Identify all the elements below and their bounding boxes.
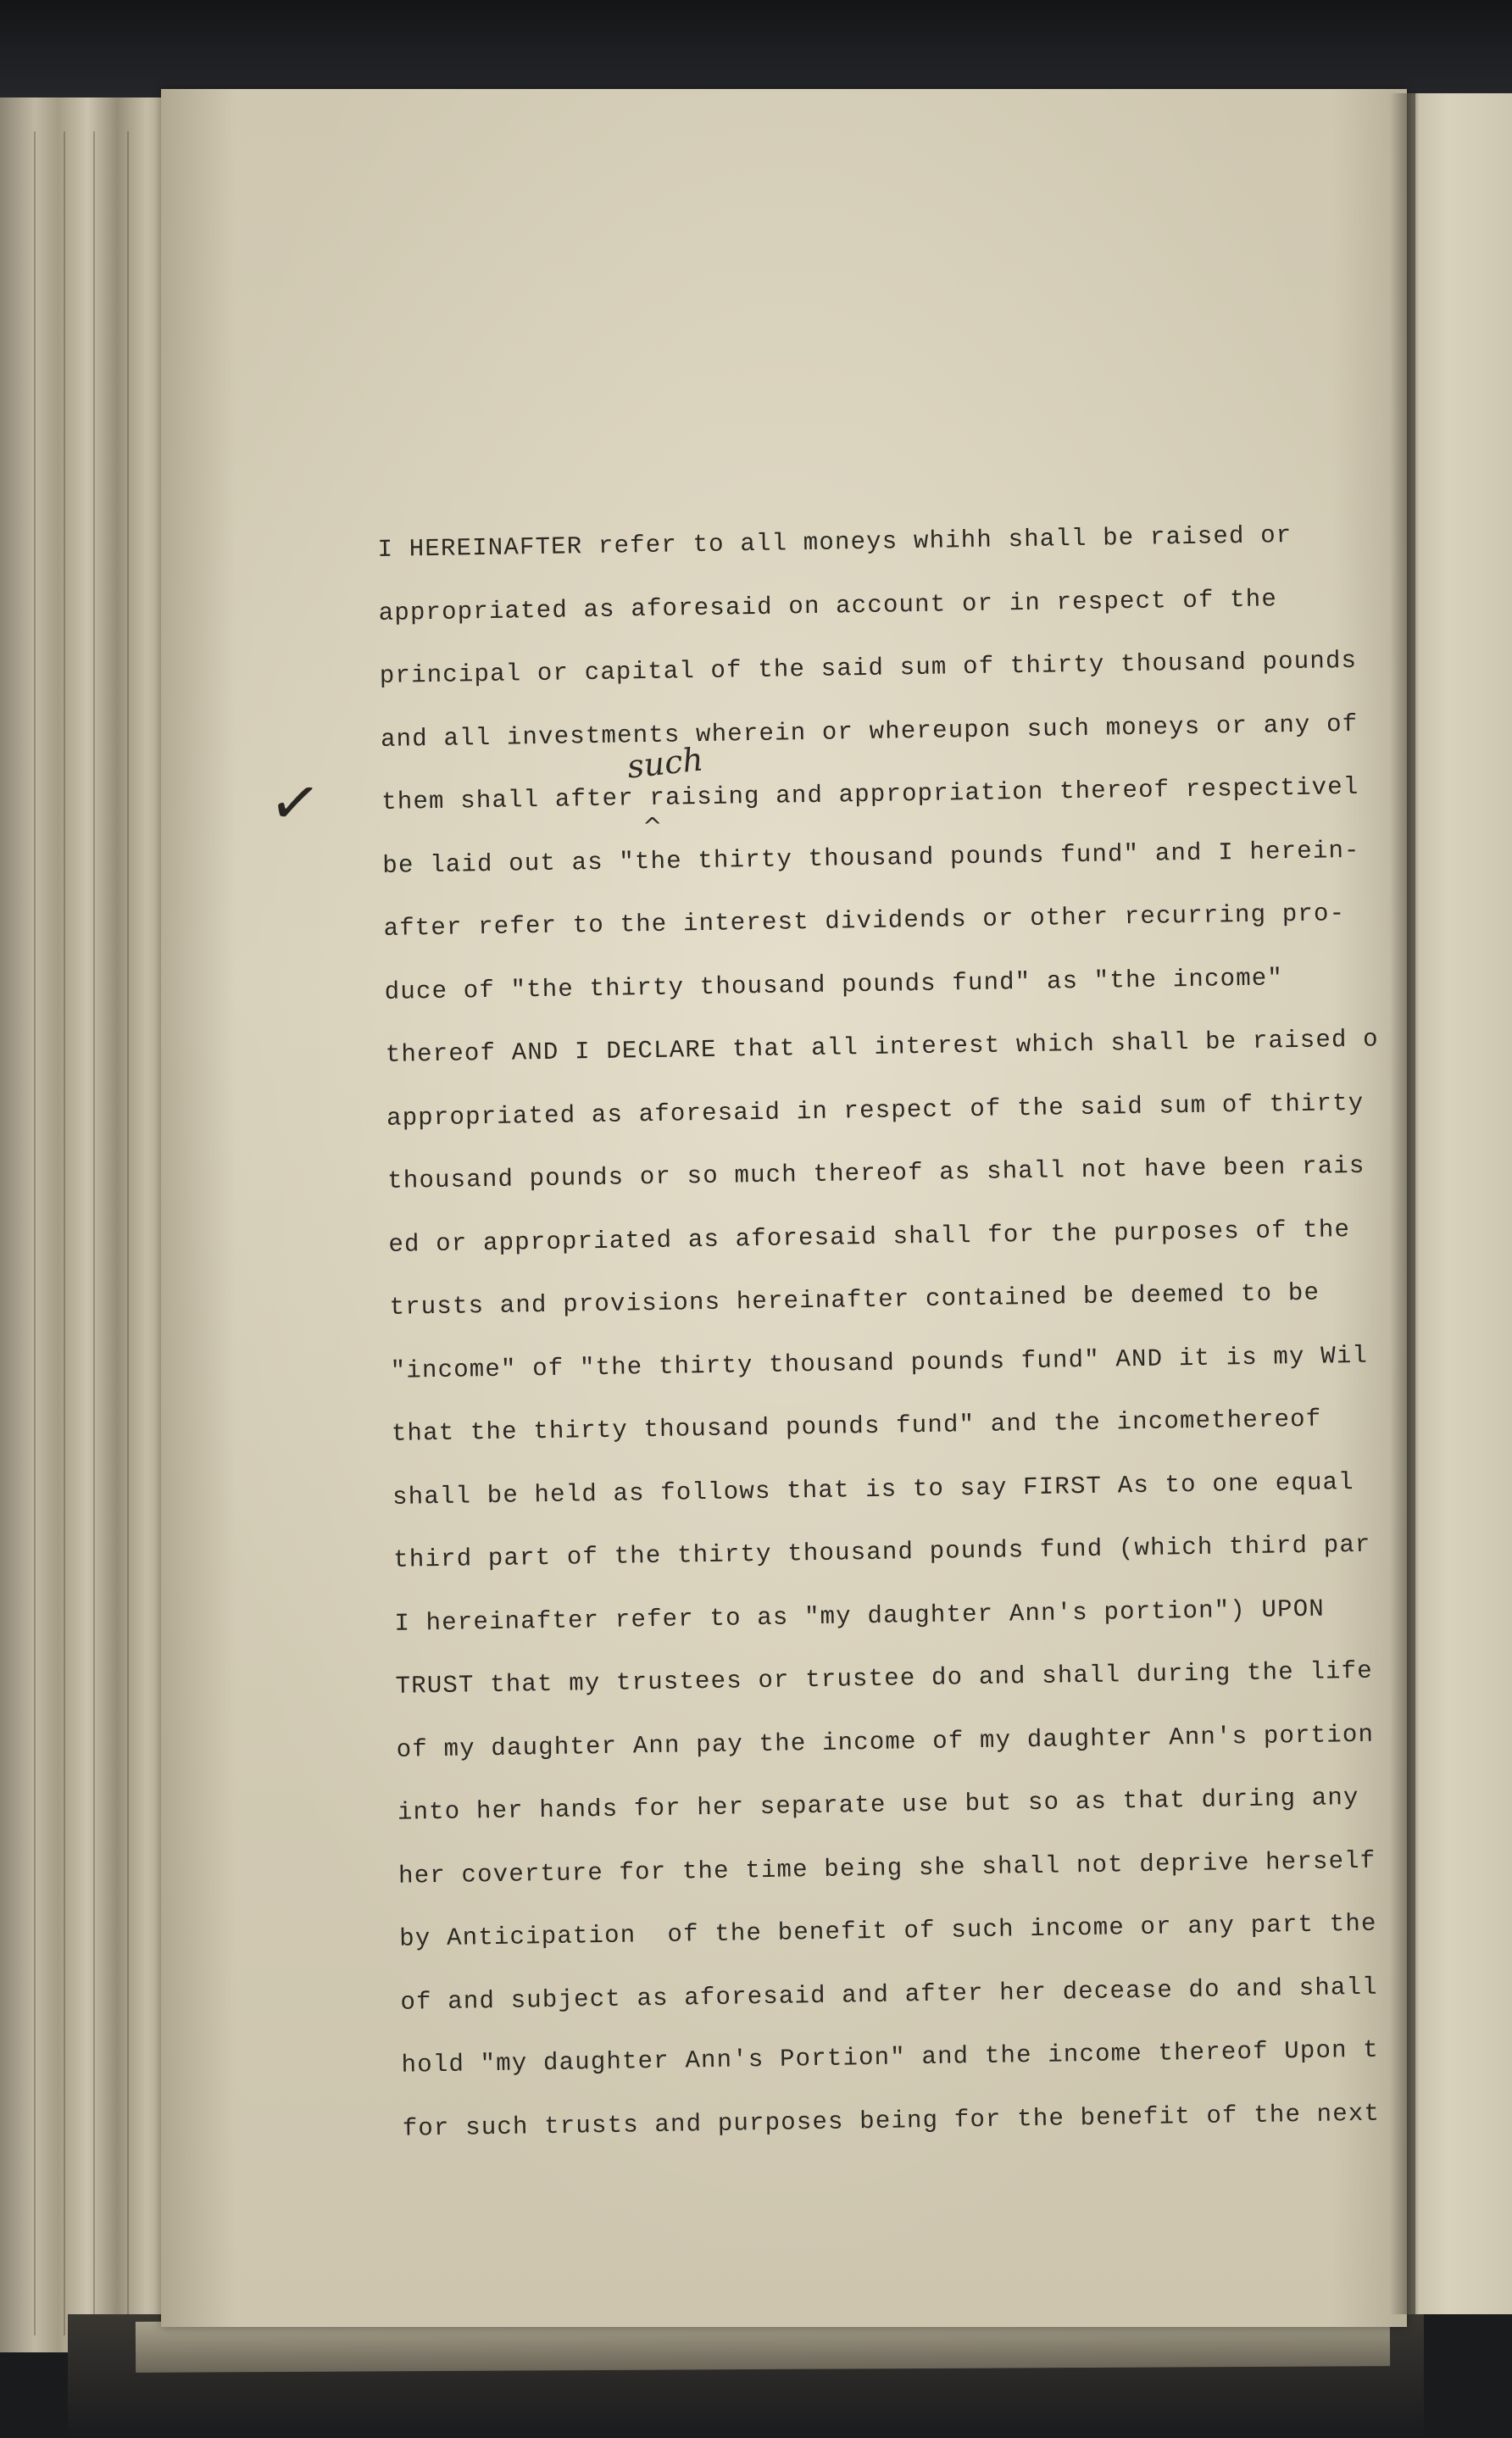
text-line: trusts and provisions hereinafter contained be deemed to be (389, 1278, 1320, 1322)
text-line: thousand pounds or so much thereof as shall not have been rais (387, 1151, 1365, 1195)
text-line: hold "my daughter Ann's Portion" and the income thereof Upon t (401, 2035, 1380, 2079)
text-line: thereof AND I DECLARE that all interest which shall be raised o (385, 1025, 1380, 1069)
text-line: principal or capital of the said sum of thirty thousand pounds (379, 646, 1358, 690)
text-line: into her hands for her separate use but so as that during any (397, 1783, 1359, 1827)
text-line: I HEREINAFTER refer to all moneys whihh shall be raised or (377, 521, 1292, 564)
text-line: and all investments wherein or whereupon such moneys or any of (380, 710, 1359, 754)
text-line: be laid out as "the thirty thousand pounds fund" and I herein- (382, 836, 1360, 880)
text-line: appropriated as aforesaid on account or in respect of the (378, 584, 1278, 627)
text-line: third part of the thirty thousand pounds fund (which third par (393, 1530, 1371, 1574)
typed-text-block (377, 503, 1445, 2161)
text-line: duce of "the thirty thousand pounds fund" as "the income" (384, 963, 1284, 1006)
text-line: shall be held as follows that is to say FIRST As to one equal (392, 1467, 1355, 1511)
text-line: TRUST that my trustees or trustee do and shall during the life (395, 1656, 1374, 1700)
text-line: after refer to the interest dividends or other recurring pro- (383, 899, 1346, 943)
text-line: by Anticipation of the benefit of such income or any part the (399, 1909, 1377, 1953)
text-line: her coverture for the time being she shall not deprive herself (397, 1846, 1376, 1890)
text-line: ed or appropriated as aforesaid shall for the purposes of the (388, 1215, 1351, 1259)
text-line: appropriated as aforesaid in respect of the said sum of thirty (386, 1088, 1365, 1133)
text-line: that the thirty thousand pounds fund" and the incomethereof (391, 1405, 1322, 1448)
page-edge-line (64, 131, 65, 2335)
insertion-caret-icon: ^ (642, 812, 663, 840)
text-line: for such trusts and purposes being for the benefit of the next (402, 2099, 1381, 2143)
page-edge-line (127, 131, 129, 2335)
page-edge-line (93, 131, 95, 2335)
text-line: I hereinafter refer to as "my daughter Ann's portion") UPON (394, 1595, 1326, 1638)
text-line: them shall after raising and appropriation thereof respectivel (381, 772, 1359, 816)
text-line: "income" of "the thirty thousand pounds fund" AND it is my Wil (390, 1341, 1369, 1385)
margin-check-mark: ✓ (264, 764, 325, 842)
text-line: of my daughter Ann pay the income of my daughter Ann's portion (396, 1720, 1375, 1764)
page-edge-line (34, 131, 36, 2335)
binder-top-edge (0, 0, 1512, 102)
text-line: of and subject as aforesaid and after her decease do and shall (400, 1973, 1378, 2017)
handwritten-insertion: such (625, 740, 705, 786)
